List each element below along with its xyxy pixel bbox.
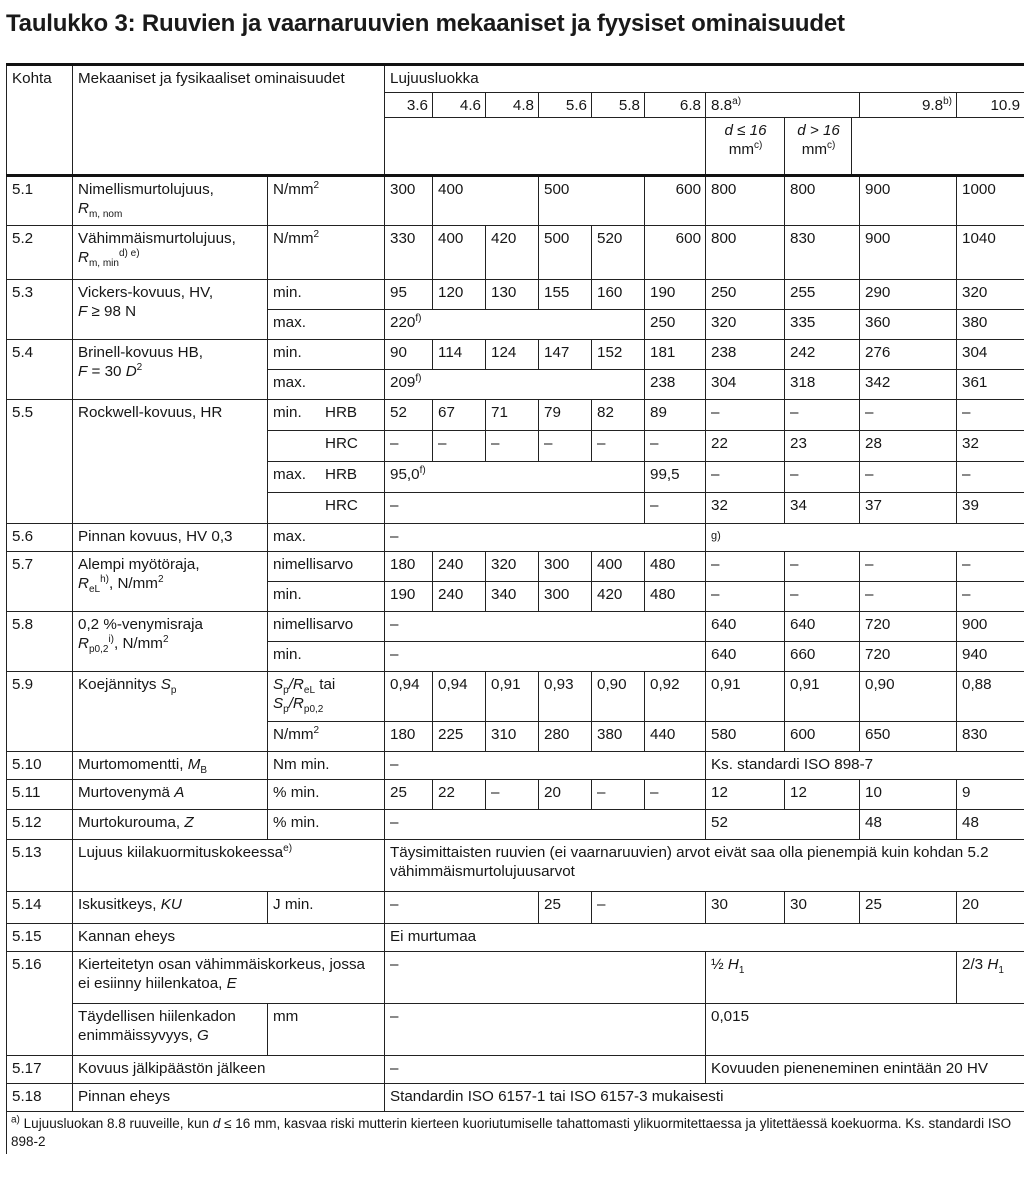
table-row: 5.14 Iskusitkeys, KU J min. – 25 – 30 30 25 20 — [7, 892, 1024, 924]
class-6-8: 6.8 — [645, 93, 706, 118]
class-5-8: 5.8 — [592, 93, 645, 118]
table-row: 5.6 Pinnan kovuus, HV 0,3 max. – g) — [7, 524, 1024, 552]
table-row: max. HRB 95,0$^{f)}$ 99,5 – – – – — [7, 462, 1024, 493]
table-row: 5.1 Nimellismurtolujuus, $R_{m, nom}$ $N/mm^2$ 300 400 500 600 800 800 900 1000 — [7, 176, 1024, 226]
table-row: 5.13 Lujuus kiilakuormituskokeessa$^{e)}$ Täysimittaisten ruuvien (ei vaarnaruuvien) arvot eivät saa olla pienempiä kuin kohdan 5.2 vähimmäismurtolujuusarvot — [7, 840, 1024, 892]
d-le-16-header: d ≤ 16 $mm^{c)}$ — [706, 118, 785, 176]
table-row: 5.17 Kovuus jälkipäästön jälkeen – Kovuuden pieneneminen enintään 20 HV — [7, 1056, 1024, 1084]
table-title: Taulukko 3: Ruuvien ja vaarnaruuvien mekaaniset ja fyysiset ominaisuudet — [6, 10, 845, 37]
table-row: 5.2 Vähimmäismurtolujuus, $R_{m, min}^{d) e)}$ $N/mm^2$ 330 400 420 500 520 600 800 830 900 1040 — [7, 226, 1024, 280]
table-header-row — [7, 65, 1024, 93]
header-strength-class: Lujuusluokka — [385, 65, 1024, 93]
table-row: 5.4 Brinell-kovuus HB, F = 30 $D^2$ min. 90 114 124 147 152 181 238 242 276 304 — [7, 340, 1024, 370]
header-property: Mekaaniset ja fysikaaliset ominaisuudet — [73, 65, 385, 176]
class-8-8: 8.8$^{a)}$ — [706, 93, 860, 118]
table-row: min. 190 240 340 300 420 480 – – – – — [7, 582, 1024, 612]
table-row: max. 220$^{f)}$ 250 320 335 360 380 — [7, 310, 1024, 340]
class-3-6: 3.6 — [385, 93, 433, 118]
table-row: 5.18 Pinnan eheys Standardin ISO 6157-1 tai ISO 6157-3 mukaisesti — [7, 1084, 1024, 1112]
table-row: HRC – – 32 34 37 39 — [7, 493, 1024, 524]
table-row: 5.15 Kannan eheys Ei murtumaa — [7, 924, 1024, 952]
footnote-a: $^{a)}$ Lujuusluokan 8.8 ruuveille, kun d ≤ 16 mm, kasvaa riski mutterin kierteen kuoriutumiselle tahattomasti ylikuormitettaessa ja ylitettäessä koekuorma. Ks. standardi ISO 898-2 — [7, 1112, 1024, 1155]
table-row: min. – 640 660 720 940 — [7, 642, 1024, 672]
footnote-row — [7, 1112, 1024, 1155]
table-row: 5.8 0,2 %-venymisraja $R_{p0,2}^{i)}$, $N/mm^2$ nimellisarvo – 640 640 720 900 — [7, 612, 1024, 642]
class-10-9: 10.9 — [957, 93, 1024, 118]
table-row: max. 209$^{f)}$ 238 304 318 342 361 — [7, 370, 1024, 400]
d-gt-16-header: d > 16 $mm^{c)}$ — [785, 118, 852, 176]
properties-table — [6, 63, 1024, 1154]
table-row: 5.16 Kierteitetyn osan vähimmäiskorkeus, jossa ei esiinny hiilenkatoa, E – ½ $H_1$ 2/3 $H_1$ — [7, 952, 1024, 1004]
table-row: 5.5 Rockwell-kovuus, HR min. HRB 52 67 71 79 82 89 – – – – — [7, 400, 1024, 431]
class-5-6: 5.6 — [539, 93, 592, 118]
header-kohta: Kohta — [7, 65, 73, 176]
class-4-6: 4.6 — [433, 93, 486, 118]
class-9-8: 9.8$^{b)}$ — [860, 93, 957, 118]
class-4-8: 4.8 — [486, 93, 539, 118]
table-row: 5.11 Murtovenymä A % min. 25 22 – 20 – – 12 12 10 9 — [7, 780, 1024, 810]
table-row: 5.9 Koejännitys $S_p$ $S_p/R_{eL}$ tai $S_p/R_{p0,2}$ 0,94 0,94 0,91 0,93 0,90 0,92 0,91 0,91 0,90 0,88 — [7, 672, 1024, 722]
table-row: 5.10 Murtomomentti, $M_B$ Nm min. – Ks. standardi ISO 898-7 — [7, 752, 1024, 780]
table-row: Täydellisen hiilenkadon enimmäissyvyys, G mm – 0,015 — [7, 1004, 1024, 1056]
table-row: HRC – – – – – – 22 23 28 32 — [7, 431, 1024, 462]
table-row: 5.3 Vickers-kovuus, HV, F ≥ 98 N min. 95 120 130 155 160 190 250 255 290 320 — [7, 280, 1024, 310]
table-row: 5.7 Alempi myötöraja, $R_{eL}^{h)}$, $N/mm^2$ nimellisarvo 180 240 320 300 400 480 – – – – — [7, 552, 1024, 582]
table-row: $N/mm^2$ 180 225 310 280 380 440 580 600 650 830 — [7, 722, 1024, 752]
table-row: 5.12 Murtokurouma, Z % min. – 52 48 48 — [7, 810, 1024, 840]
